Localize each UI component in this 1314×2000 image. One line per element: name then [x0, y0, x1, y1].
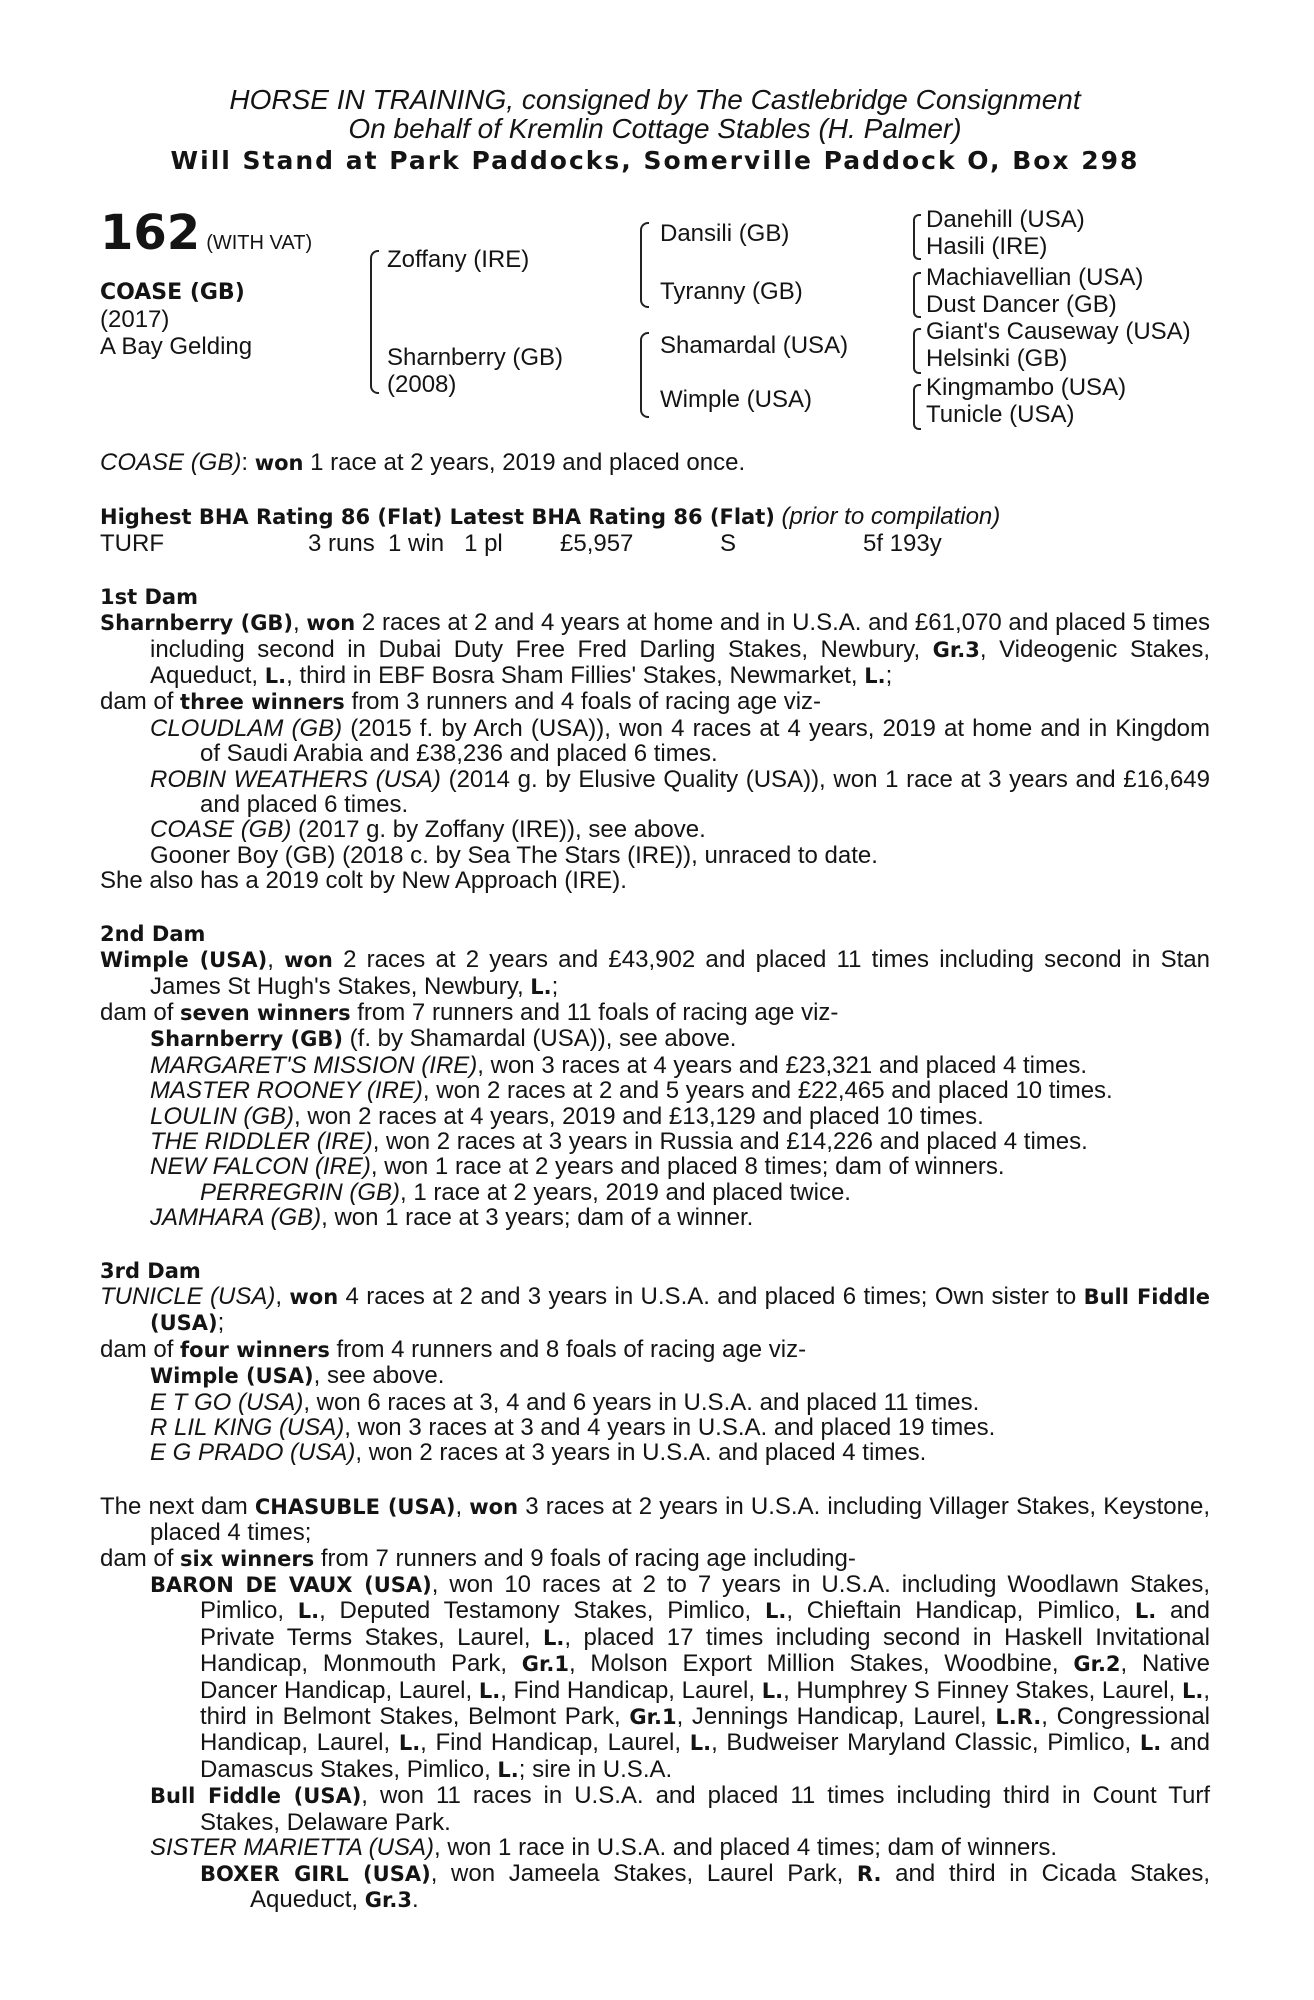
next-dam-produce-summary: dam of six winners from 7 runners and 9 foals of racing age including-	[100, 1544, 856, 1572]
horse-description: A Bay Gelding	[100, 333, 253, 360]
produce-entry: THE RIDDLER (IRE), won 2 races at 3 years in Russia and £14,226 and placed 4 times.	[150, 1127, 1088, 1155]
produce-entry: E T GO (USA), won 6 races at 3, 4 and 6 years in U.S.A. and placed 11 times.	[150, 1388, 980, 1416]
produce-entry: NEW FALCON (IRE), won 1 race at 2 years and placed 8 times; dam of winners.	[150, 1153, 1005, 1181]
produce-entry: Bull Fiddle (USA), won 11 races in U.S.A. and placed 11 times including third in Count Turf Stakes, Delaware Park.	[150, 1782, 1210, 1836]
pedigree-brace	[913, 272, 921, 318]
lot-block	[100, 205, 313, 270]
stand-heading: Will Stand at Park Paddocks, Somerville Paddock O, Box 298	[170, 146, 1140, 175]
pedigree-sire-sire: Dansili (GB)	[660, 220, 790, 247]
pedigree-g8: Tunicle (USA)	[926, 401, 1075, 428]
produce-entry: JAMHARA (GB), won 1 race at 3 years; dam of a winner.	[150, 1204, 754, 1232]
lot-vat: (WITH VAT)	[206, 232, 313, 254]
behalf-heading: On behalf of Kremlin Cottage Stables (H. Palmer)	[348, 113, 962, 144]
next-dam-record: The next dam CHASUBLE (USA), won 3 races at 2 years in U.S.A. including Villager Stakes, Keystone, placed 4 times;	[100, 1492, 1210, 1547]
pedigree-sire-dam: Tyranny (GB)	[660, 278, 803, 305]
race-summary: COASE (GB): won 1 race at 2 years, 2019 and placed once.	[100, 449, 746, 476]
third-dam-produce-summary: dam of four winners from 4 runners and 8 foals of racing age viz-	[100, 1335, 807, 1363]
produce-entry: Sharnberry (GB) (f. by Shamardal (USA)), see above.	[150, 1025, 737, 1053]
third-dam-record: TUNICLE (USA), won 4 races at 2 and 3 years in U.S.A. and placed 6 times; Own sister to Bull Fiddle (USA);	[100, 1282, 1210, 1337]
pedigree-brace	[370, 250, 379, 394]
produce-entry: BARON DE VAUX (USA), won 10 races at 2 to 7 years in U.S.A. including Woodlawn Stakes, Pimlico, L., Deputed Testamony Stakes, Pimlico, L., Chieftain Handicap, Pimlico, L. and Private Terms Stakes, Laurel, L., placed 17 times including second in Haskell Invitational Handicap, Monmouth Park, Gr.1, Molson Export Million Stakes, Woodbine, Gr.2, Native Dancer Handicap, Laurel, L., Find Handicap, Laurel, L., Humphrey S Finney Stakes, Laurel, L., third in Belmont Stakes, Belmont Park, Gr.1, Jennings Handicap, Laurel, L.R., Congressional Handicap, Laurel, L., Find Handicap, Laurel, L., Budweiser Maryland Classic, Pimlico, L. and Damascus Stakes, Pimlico, L.; sire in U.S.A.	[150, 1571, 1211, 1783]
pedigree-brace	[913, 328, 921, 374]
first-dam-also: She also has a 2019 colt by New Approach (IRE).	[100, 867, 627, 895]
turf-record: TURF 3 runs 1 win 1 pl £5,957 S 5f 193y	[100, 529, 942, 557]
produce-entry: LOULIN (GB), won 2 races at 4 years, 2019 and £13,129 and placed 10 times.	[150, 1102, 984, 1130]
produce-entry: ROBIN WEATHERS (USA) (2014 g. by Elusive Quality (USA)), won 1 race at 3 years and £16,649 and placed 6 times.	[150, 765, 1210, 819]
horse-year: (2017)	[100, 306, 170, 333]
produce-entry: Gooner Boy (GB) (2018 c. by Sea The Stars (IRE)), unraced to date.	[150, 841, 878, 869]
second-dam-record: Wimple (USA), won 2 races at 2 years and £43,902 and placed 11 times including second in Stan James St Hugh's Stakes, Newbury, L.;	[100, 946, 1210, 1000]
pedigree-g6: Helsinki (GB)	[926, 345, 1068, 372]
pedigree-g7: Kingmambo (USA)	[926, 374, 1127, 401]
pedigree-brace	[913, 384, 921, 430]
pedigree-brace	[640, 332, 649, 418]
first-dam-produce-summary: dam of three winners from 3 runners and 4 foals of racing age viz-	[100, 688, 822, 716]
pedigree-dam-dam: Wimple (USA)	[660, 386, 813, 413]
pedigree-dam-year: (2008)	[387, 371, 457, 398]
second-dam-heading: 2nd Dam	[100, 921, 206, 946]
pedigree-g5: Giant's Causeway (USA)	[926, 318, 1191, 345]
pedigree-dam: Sharnberry (GB)	[387, 344, 564, 371]
produce-entry: MARGARET'S MISSION (IRE), won 3 races at 4 years and £23,321 and placed 4 times.	[150, 1051, 1087, 1079]
produce-entry: SISTER MARIETTA (USA), won 1 race in U.S.A. and placed 4 times; dam of winners.	[150, 1834, 1057, 1862]
pedigree-g3: Machiavellian (USA)	[926, 264, 1144, 291]
pedigree-brace	[913, 214, 921, 260]
horse-name: COASE (GB)	[100, 280, 245, 305]
catalogue-body	[100, 450, 1210, 1913]
produce-entry: Wimple (USA), see above.	[150, 1362, 445, 1390]
produce-entry: CLOUDLAM (GB) (2015 f. by Arch (USA)), won 4 races at 4 years, 2019 at home and in Kingdom of Saudi Arabia and £38,236 and placed 6 times.	[150, 714, 1211, 768]
third-dam-heading: 3rd Dam	[100, 1258, 201, 1283]
pedigree-g2: Hasili (IRE)	[926, 233, 1048, 260]
pedigree-g1: Danehill (USA)	[926, 206, 1085, 233]
pedigree-sire: Zoffany (IRE)	[387, 246, 530, 273]
produce-entry: COASE (GB) (2017 g. by Zoffany (IRE)), see above.	[150, 816, 706, 844]
consignor-heading: HORSE IN TRAINING, consigned by The Castlebridge Consignment	[229, 84, 1081, 115]
produce-entry: R LIL KING (USA), won 3 races at 3 and 4 years in U.S.A. and placed 19 times.	[150, 1414, 996, 1441]
bha-rating: Highest BHA Rating 86 (Flat) Latest BHA Rating 86 (Flat) (prior to compilation)	[100, 503, 1001, 531]
produce-entry: BOXER GIRL (USA), won Jameela Stakes, Laurel Park, R. and third in Cicada Stakes, Aqueduct, Gr.3.	[200, 1859, 1211, 1913]
first-dam-record: Sharnberry (GB), won 2 races at 2 and 4 years at home and in U.S.A. and £61,070 and placed 5 times including second in Dubai Duty Free Fred Darling Stakes, Newbury, Gr.3, Videogenic Stakes, Aqueduct, L., third in EBF Bosra Sham Fillies' Stakes, Newmarket, L.;	[100, 609, 1210, 690]
lot-number: 162	[100, 205, 201, 261]
pedigree-brace	[640, 222, 649, 308]
second-dam-produce-summary: dam of seven winners from 7 runners and 11 foals of racing age viz-	[100, 998, 839, 1026]
produce-entry: MASTER ROONEY (IRE), won 2 races at 2 and 5 years and £22,465 and placed 10 times.	[150, 1077, 1113, 1105]
produce-entry: PERREGRIN (GB), 1 race at 2 years, 2019 and placed twice.	[200, 1178, 851, 1206]
pedigree-g4: Dust Dancer (GB)	[926, 291, 1117, 318]
first-dam-heading: 1st Dam	[100, 584, 198, 609]
pedigree-dam-sire: Shamardal (USA)	[660, 332, 849, 359]
produce-entry: E G PRADO (USA), won 2 races at 3 years in U.S.A. and placed 4 times.	[150, 1439, 927, 1467]
